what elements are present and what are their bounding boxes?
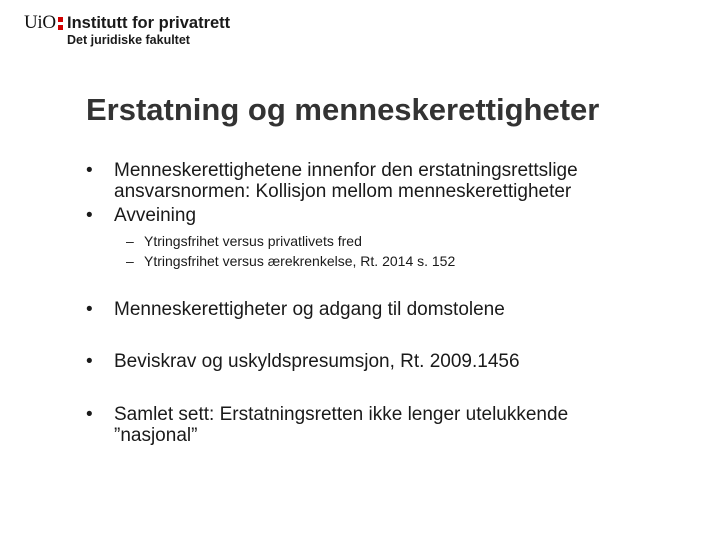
header bbox=[24, 13, 284, 47]
bullet-icon: • bbox=[86, 404, 93, 425]
bullet-text: Avveining bbox=[114, 205, 197, 226]
bullet-text bbox=[114, 160, 674, 202]
bullet-line: ansvarsnormen: Kollisjon mellom menneskerettigheter bbox=[114, 181, 572, 202]
logo-separator-icon bbox=[58, 16, 63, 30]
bullet-item bbox=[86, 404, 676, 446]
bullet-line: Menneskerettighetene innenfor den erstatningsrettslige bbox=[114, 160, 578, 181]
bullet-text: Beviskrav og uskyldspresumsjon, Rt. 2009.1456 bbox=[114, 351, 520, 372]
bullet-icon: • bbox=[86, 299, 93, 320]
bullet-text: Menneskerettigheter og adgang til domstolene bbox=[114, 299, 505, 320]
bullet-icon: • bbox=[86, 160, 93, 181]
sub-bullet-text: Ytringsfrihet versus ærekrenkelse, Rt. 2014 s. 152 bbox=[144, 253, 456, 269]
bullet-text bbox=[114, 404, 674, 446]
uio-logo: UiO bbox=[24, 12, 56, 33]
dash-icon: – bbox=[126, 253, 134, 269]
bullet-item bbox=[86, 205, 676, 226]
bullet-item bbox=[86, 351, 676, 372]
sub-bullet-text: Ytringsfrihet versus privatlivets fred bbox=[144, 233, 362, 249]
institute-name: Institutt for privatrett bbox=[67, 14, 231, 32]
bullet-item bbox=[86, 160, 676, 202]
bullet-icon: • bbox=[86, 351, 93, 372]
bullet-item bbox=[86, 299, 676, 320]
slide-title: Erstatning og menneskerettigheter bbox=[86, 92, 600, 127]
bullet-icon: • bbox=[86, 205, 93, 226]
faculty-name: Det juridiske fakultet bbox=[67, 33, 190, 47]
dash-icon: – bbox=[126, 233, 134, 249]
bullet-line: Samlet sett: Erstatningsretten ikke lenger utelukkende bbox=[114, 404, 569, 425]
bullet-line: ”nasjonal” bbox=[114, 425, 198, 446]
sub-bullet-item bbox=[126, 232, 626, 250]
sub-bullet-item bbox=[126, 252, 626, 270]
